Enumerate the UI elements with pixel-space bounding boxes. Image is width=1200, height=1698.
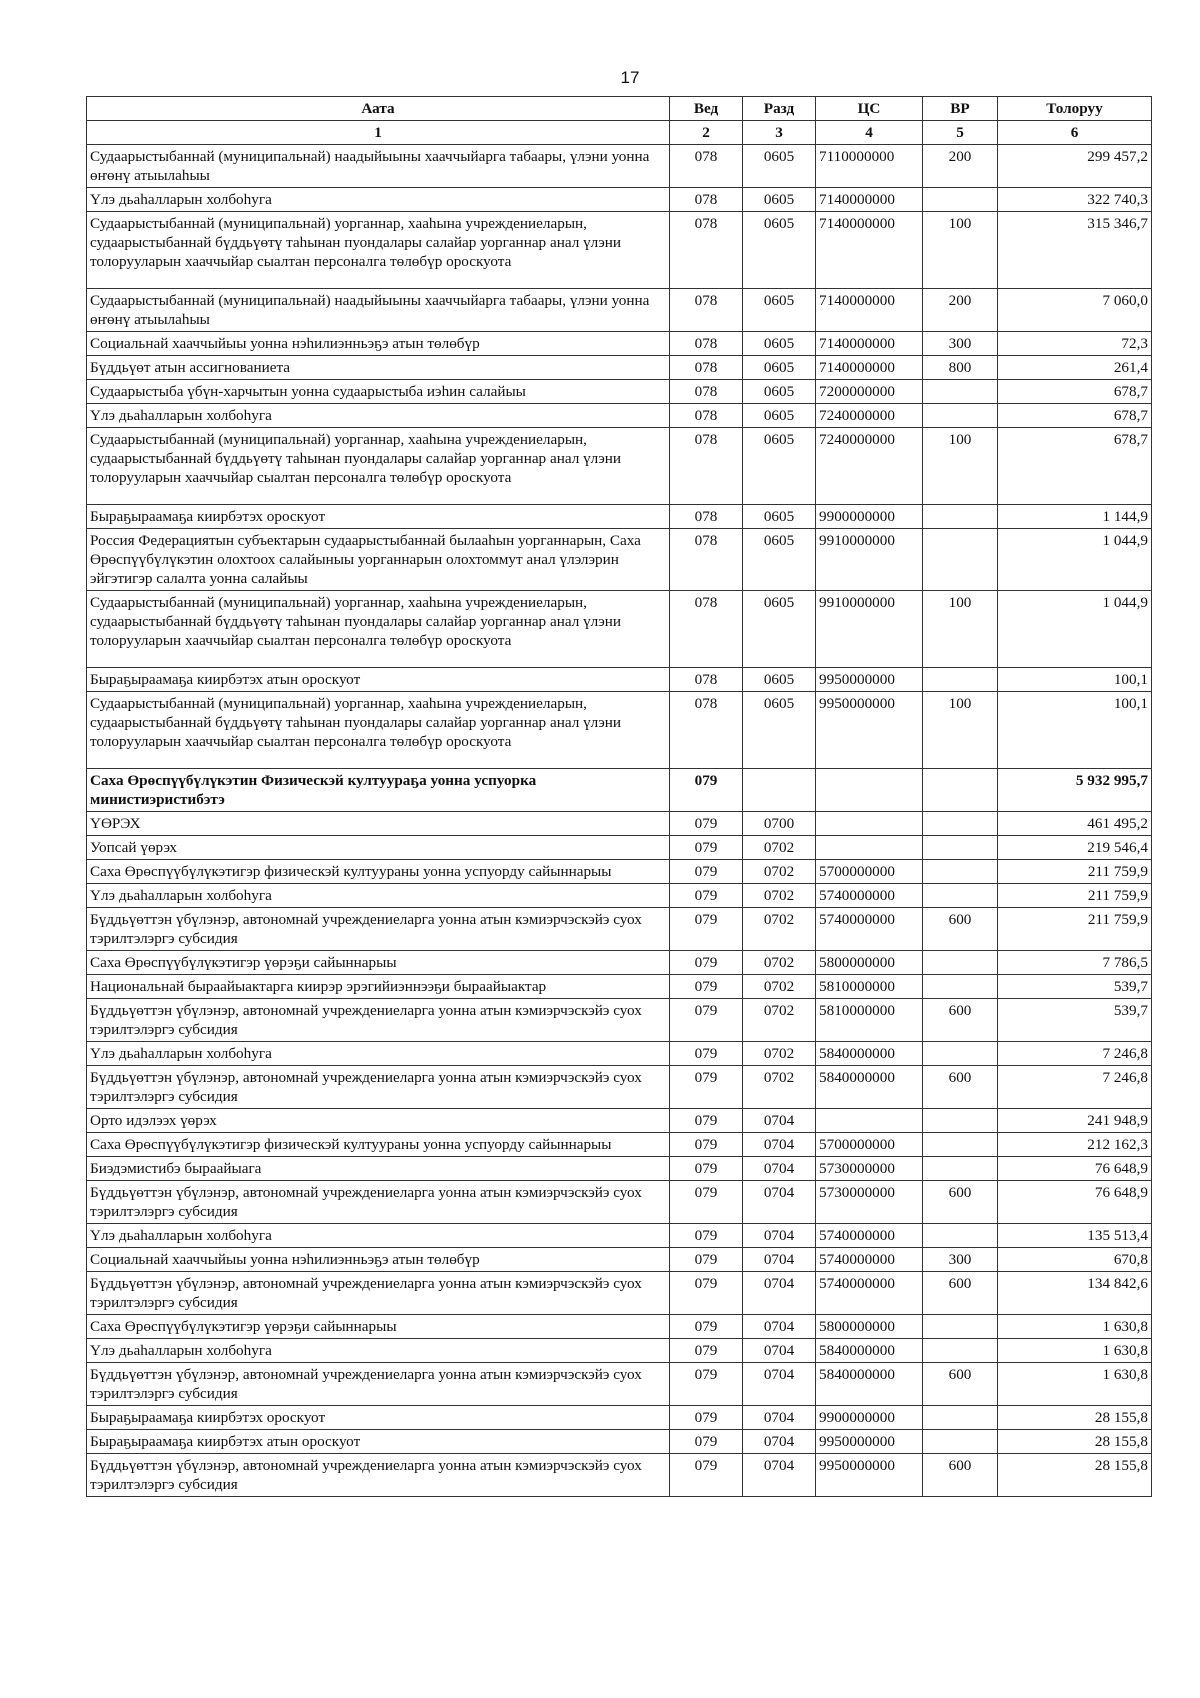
row-cs: 5740000000	[816, 884, 923, 908]
row-vr	[923, 1109, 998, 1133]
table-row	[87, 884, 1152, 908]
row-total: 315 346,7	[998, 212, 1152, 289]
row-razd: 0605	[743, 529, 816, 591]
row-vr: 300	[923, 332, 998, 356]
row-total: 461 495,2	[998, 812, 1152, 836]
row-cs: 5840000000	[816, 1042, 923, 1066]
table-row	[87, 1066, 1152, 1109]
row-total: 134 842,6	[998, 1272, 1152, 1315]
row-ved: 078	[670, 289, 743, 332]
row-ved: 078	[670, 145, 743, 188]
row-razd: 0702	[743, 951, 816, 975]
row-ved: 079	[670, 1339, 743, 1363]
row-name: Үлэ дьаһалларын холбоһуга	[87, 884, 670, 908]
row-razd: 0605	[743, 591, 816, 668]
table-row	[87, 1339, 1152, 1363]
row-vr: 600	[923, 908, 998, 951]
table-row	[87, 289, 1152, 332]
row-name: Саха Өрөспүүбүлүкэтигэр үөрэҕи сайыннарыы	[87, 1315, 670, 1339]
row-razd: 0704	[743, 1430, 816, 1454]
table-row	[87, 769, 1152, 812]
row-name: Бүддьүөттэн үбүлэнэр, автономнай учреждениеларга уонна атын кэмиэрчэскэйэ суох тэрилтэлэргэ субсидия	[87, 1181, 670, 1224]
row-razd: 0702	[743, 975, 816, 999]
table-row	[87, 1181, 1152, 1224]
row-vr	[923, 1339, 998, 1363]
row-name: Үлэ дьаһалларын холбоһуга	[87, 188, 670, 212]
row-ved: 079	[670, 812, 743, 836]
row-vr: 100	[923, 212, 998, 289]
row-name: Үлэ дьаһалларын холбоһуга	[87, 1339, 670, 1363]
column-number: 4	[816, 121, 923, 145]
row-total: 670,8	[998, 1248, 1152, 1272]
row-vr: 100	[923, 591, 998, 668]
table-row	[87, 1454, 1152, 1497]
row-ved: 079	[670, 975, 743, 999]
header-total: Толоруу	[998, 97, 1152, 121]
row-vr	[923, 951, 998, 975]
table-row	[87, 1315, 1152, 1339]
row-total: 7 246,8	[998, 1066, 1152, 1109]
row-name: Саха Өрөспүүбүлүкэтигэр физическэй култуураны уонна успуорду сайыннарыы	[87, 860, 670, 884]
row-vr	[923, 1133, 998, 1157]
row-vr	[923, 860, 998, 884]
row-razd: 0704	[743, 1181, 816, 1224]
row-vr: 200	[923, 145, 998, 188]
table-row	[87, 356, 1152, 380]
table-row	[87, 1363, 1152, 1406]
row-razd: 0700	[743, 812, 816, 836]
row-total: 212 162,3	[998, 1133, 1152, 1157]
row-cs: 9950000000	[816, 1430, 923, 1454]
row-ved: 079	[670, 836, 743, 860]
table-row	[87, 1430, 1152, 1454]
row-cs: 9900000000	[816, 505, 923, 529]
row-razd: 0702	[743, 908, 816, 951]
row-razd: 0702	[743, 1042, 816, 1066]
row-ved: 079	[670, 999, 743, 1042]
table-row	[87, 529, 1152, 591]
row-total: 539,7	[998, 999, 1152, 1042]
table-row	[87, 812, 1152, 836]
row-vr	[923, 1157, 998, 1181]
row-cs: 7240000000	[816, 404, 923, 428]
row-cs: 5810000000	[816, 999, 923, 1042]
row-vr	[923, 668, 998, 692]
row-ved: 079	[670, 860, 743, 884]
row-cs: 9900000000	[816, 1406, 923, 1430]
row-razd: 0704	[743, 1406, 816, 1430]
row-vr	[923, 836, 998, 860]
column-number: 5	[923, 121, 998, 145]
row-cs: 5740000000	[816, 1272, 923, 1315]
row-total: 1 044,9	[998, 591, 1152, 668]
row-total: 678,7	[998, 380, 1152, 404]
row-ved: 078	[670, 404, 743, 428]
row-name: Бүддьүөттэн үбүлэнэр, автономнай учреждениеларга уонна атын кэмиэрчэскэйэ суох тэрилтэлэргэ субсидия	[87, 1454, 670, 1497]
column-number-row	[87, 121, 1152, 145]
row-total: 678,7	[998, 428, 1152, 505]
row-razd: 0605	[743, 692, 816, 769]
table-row	[87, 1042, 1152, 1066]
row-name: Быраҕыраамаҕа киирбэтэх ороскуот	[87, 505, 670, 529]
row-ved: 079	[670, 908, 743, 951]
row-total: 1 144,9	[998, 505, 1152, 529]
row-name: Быраҕыраамаҕа киирбэтэх ороскуот	[87, 1406, 670, 1430]
row-name: Судаарыстыбаннай (муниципальнай) наадыйыыны хааччыйарга табаары, үлэни уонна өҥөнү атыылаһыы	[87, 145, 670, 188]
row-vr: 300	[923, 1248, 998, 1272]
row-razd: 0704	[743, 1109, 816, 1133]
table-row	[87, 951, 1152, 975]
row-name: Бүддьүөттэн үбүлэнэр, автономнай учреждениеларга уонна атын кэмиэрчэскэйэ суох тэрилтэлэргэ субсидия	[87, 1272, 670, 1315]
table-header-row	[87, 97, 1152, 121]
row-razd: 0702	[743, 884, 816, 908]
row-name: Судаарыстыбаннай (муниципальнай) уорганнар, хааһына учреждениеларын, судаарыстыбаннай бүддьүөтү таһынан пуондалары салайар уорганнар анал үлэни толорууларын хааччыйар сыалтан персоналга төлөбүр ороскуота	[87, 212, 670, 289]
row-name: Бүддьүөттэн үбүлэнэр, автономнай учреждениеларга уонна атын кэмиэрчэскэйэ суох тэрилтэлэргэ субсидия	[87, 908, 670, 951]
row-name: ҮӨРЭХ	[87, 812, 670, 836]
row-total: 211 759,9	[998, 884, 1152, 908]
row-vr	[923, 975, 998, 999]
row-total: 1 630,8	[998, 1315, 1152, 1339]
row-name: Быраҕыраамаҕа киирбэтэх атын ороскуот	[87, 668, 670, 692]
row-vr: 600	[923, 1181, 998, 1224]
row-total: 100,1	[998, 668, 1152, 692]
row-ved: 079	[670, 1248, 743, 1272]
row-vr: 600	[923, 1272, 998, 1315]
row-total: 678,7	[998, 404, 1152, 428]
table-row	[87, 505, 1152, 529]
row-cs: 5740000000	[816, 1248, 923, 1272]
page-number: 17	[620, 68, 640, 87]
row-ved: 079	[670, 1406, 743, 1430]
row-cs: 7140000000	[816, 332, 923, 356]
row-razd: 0704	[743, 1454, 816, 1497]
row-ved: 079	[670, 1042, 743, 1066]
row-razd: 0605	[743, 404, 816, 428]
table-row	[87, 1133, 1152, 1157]
table-row	[87, 1109, 1152, 1133]
table-row	[87, 836, 1152, 860]
row-cs	[816, 836, 923, 860]
row-razd: 0704	[743, 1248, 816, 1272]
row-cs: 5800000000	[816, 951, 923, 975]
row-cs: 7140000000	[816, 289, 923, 332]
row-cs: 9910000000	[816, 529, 923, 591]
row-razd: 0704	[743, 1133, 816, 1157]
row-total: 539,7	[998, 975, 1152, 999]
row-razd: 0605	[743, 428, 816, 505]
row-razd: 0704	[743, 1339, 816, 1363]
row-ved: 079	[670, 1430, 743, 1454]
row-vr	[923, 529, 998, 591]
row-vr	[923, 1042, 998, 1066]
row-name: Национальнай быраайыактарга киирэр эрэгийиэннээҕи быраайыактар	[87, 975, 670, 999]
row-total: 7 060,0	[998, 289, 1152, 332]
row-razd: 0704	[743, 1363, 816, 1406]
row-cs: 9910000000	[816, 591, 923, 668]
row-cs: 5730000000	[816, 1181, 923, 1224]
row-ved: 078	[670, 356, 743, 380]
row-total: 261,4	[998, 356, 1152, 380]
table-row	[87, 668, 1152, 692]
row-cs: 5730000000	[816, 1157, 923, 1181]
row-name: Бүддьүөттэн үбүлэнэр, автономнай учреждениеларга уонна атын кэмиэрчэскэйэ суох тэрилтэлэргэ субсидия	[87, 999, 670, 1042]
header-ved: Вед	[670, 97, 743, 121]
table-row	[87, 404, 1152, 428]
row-cs: 5740000000	[816, 908, 923, 951]
row-ved: 078	[670, 505, 743, 529]
row-ved: 079	[670, 1109, 743, 1133]
table-body	[87, 145, 1152, 1497]
column-number: 1	[87, 121, 670, 145]
row-total: 100,1	[998, 692, 1152, 769]
row-ved: 079	[670, 1315, 743, 1339]
row-total: 7 786,5	[998, 951, 1152, 975]
row-total: 299 457,2	[998, 145, 1152, 188]
row-name: Быраҕыраамаҕа киирбэтэх атын ороскуот	[87, 1430, 670, 1454]
row-razd: 0605	[743, 188, 816, 212]
row-ved: 079	[670, 1133, 743, 1157]
row-ved: 079	[670, 1363, 743, 1406]
row-total: 219 546,4	[998, 836, 1152, 860]
row-name: Россия Федерациятын субъектарын судаарыстыбаннай былааһын уорганнарын, Саха Өрөспүүбүлүкэтин олохтоох салайыныы уорганнарын олохтоммут анал үлэлэрин эйгэтигэр салалта уонна салайыы	[87, 529, 670, 591]
row-razd: 0704	[743, 1224, 816, 1248]
row-cs: 7110000000	[816, 145, 923, 188]
row-ved: 079	[670, 1181, 743, 1224]
row-name: Социальнай хааччыйыы уонна нэһилиэнньэҕэ атын төлөбүр	[87, 332, 670, 356]
row-razd: 0605	[743, 332, 816, 356]
row-razd: 0605	[743, 289, 816, 332]
table-row	[87, 975, 1152, 999]
row-total: 28 155,8	[998, 1406, 1152, 1430]
budget-table	[86, 96, 1152, 1497]
row-total: 1 044,9	[998, 529, 1152, 591]
row-total: 322 740,3	[998, 188, 1152, 212]
row-vr: 600	[923, 1454, 998, 1497]
row-vr: 600	[923, 999, 998, 1042]
row-name: Судаарыстыбаннай (муниципальнай) уорганнар, хааһына учреждениеларын, судаарыстыбаннай бүддьүөтү таһынан пуондалары салайар уорганнар анал үлэни толорууларын хааччыйар сыалтан персоналга төлөбүр ороскуота	[87, 692, 670, 769]
row-total: 211 759,9	[998, 908, 1152, 951]
row-name: Үлэ дьаһалларын холбоһуга	[87, 1224, 670, 1248]
row-name: Уопсай үөрэх	[87, 836, 670, 860]
table-row	[87, 332, 1152, 356]
table-row	[87, 380, 1152, 404]
row-vr	[923, 1224, 998, 1248]
row-razd: 0704	[743, 1315, 816, 1339]
row-razd: 0605	[743, 212, 816, 289]
row-razd: 0605	[743, 380, 816, 404]
row-cs: 7200000000	[816, 380, 923, 404]
row-name: Судаарыстыбаннай (муниципальнай) уорганнар, хааһына учреждениеларын, судаарыстыбаннай бүддьүөтү таһынан пуондалары салайар уорганнар анал үлэни толорууларын хааччыйар сыалтан персоналга төлөбүр ороскуота	[87, 428, 670, 505]
row-cs: 5840000000	[816, 1339, 923, 1363]
row-ved: 078	[670, 188, 743, 212]
header-name: Аата	[87, 97, 670, 121]
row-ved: 078	[670, 668, 743, 692]
row-name: Судаарыстыба үбүн-харчытын уонна судаарыстыба иэһин салайыы	[87, 380, 670, 404]
row-vr	[923, 188, 998, 212]
row-cs: 9950000000	[816, 668, 923, 692]
row-ved: 079	[670, 769, 743, 812]
row-vr	[923, 884, 998, 908]
row-cs	[816, 1109, 923, 1133]
row-ved: 079	[670, 1454, 743, 1497]
row-total: 1 630,8	[998, 1339, 1152, 1363]
table-row	[87, 692, 1152, 769]
row-vr	[923, 380, 998, 404]
row-ved: 078	[670, 428, 743, 505]
row-name: Үлэ дьаһалларын холбоһуга	[87, 404, 670, 428]
row-razd: 0704	[743, 1157, 816, 1181]
row-total: 28 155,8	[998, 1454, 1152, 1497]
row-total: 135 513,4	[998, 1224, 1152, 1248]
row-name: Орто идэлээх үөрэх	[87, 1109, 670, 1133]
column-number: 6	[998, 121, 1152, 145]
row-total: 72,3	[998, 332, 1152, 356]
table-row	[87, 428, 1152, 505]
row-razd: 0605	[743, 356, 816, 380]
row-name: Биэдэмистибэ быраайыага	[87, 1157, 670, 1181]
row-total: 211 759,9	[998, 860, 1152, 884]
row-vr	[923, 1406, 998, 1430]
table-row	[87, 591, 1152, 668]
row-vr: 100	[923, 428, 998, 505]
table-row	[87, 860, 1152, 884]
row-razd: 0702	[743, 836, 816, 860]
row-razd: 0605	[743, 145, 816, 188]
row-cs: 9950000000	[816, 692, 923, 769]
row-name: Саха Өрөспүүбүлүкэтигэр үөрэҕи сайыннарыы	[87, 951, 670, 975]
column-number: 3	[743, 121, 816, 145]
header-cs: ЦС	[816, 97, 923, 121]
table-row	[87, 1406, 1152, 1430]
row-cs: 5700000000	[816, 860, 923, 884]
row-total: 1 630,8	[998, 1363, 1152, 1406]
row-cs	[816, 812, 923, 836]
row-cs	[816, 769, 923, 812]
row-name: Бүддьүөттэн үбүлэнэр, автономнай учреждениеларга уонна атын кэмиэрчэскэйэ суох тэрилтэлэргэ субсидия	[87, 1066, 670, 1109]
row-vr	[923, 769, 998, 812]
row-vr	[923, 1315, 998, 1339]
row-cs: 5800000000	[816, 1315, 923, 1339]
row-cs: 5840000000	[816, 1363, 923, 1406]
row-cs: 5840000000	[816, 1066, 923, 1109]
table-row	[87, 1157, 1152, 1181]
row-cs: 7140000000	[816, 356, 923, 380]
row-razd: 0605	[743, 505, 816, 529]
row-razd: 0702	[743, 1066, 816, 1109]
column-number: 2	[670, 121, 743, 145]
row-razd	[743, 769, 816, 812]
row-cs: 9950000000	[816, 1454, 923, 1497]
row-cs: 5810000000	[816, 975, 923, 999]
table-row	[87, 1248, 1152, 1272]
row-ved: 079	[670, 951, 743, 975]
row-vr	[923, 1430, 998, 1454]
row-vr: 600	[923, 1066, 998, 1109]
header-vr: ВР	[923, 97, 998, 121]
row-ved: 078	[670, 212, 743, 289]
table-row	[87, 1272, 1152, 1315]
header-razd: Разд	[743, 97, 816, 121]
row-total: 76 648,9	[998, 1157, 1152, 1181]
row-ved: 079	[670, 1157, 743, 1181]
row-ved: 079	[670, 884, 743, 908]
row-name: Саха Өрөспүүбүлүкэтигэр физическэй култуураны уонна успуорду сайыннарыы	[87, 1133, 670, 1157]
row-ved: 078	[670, 380, 743, 404]
row-vr: 100	[923, 692, 998, 769]
row-name: Социальнай хааччыйыы уонна нэһилиэнньэҕэ атын төлөбүр	[87, 1248, 670, 1272]
table-row	[87, 1224, 1152, 1248]
table-row	[87, 908, 1152, 951]
table-row	[87, 145, 1152, 188]
row-name: Судаарыстыбаннай (муниципальнай) наадыйыыны хааччыйарга табаары, үлэни уонна өҥөнү атыылаһыы	[87, 289, 670, 332]
row-total: 76 648,9	[998, 1181, 1152, 1224]
row-name: Судаарыстыбаннай (муниципальнай) уорганнар, хааһына учреждениеларын, судаарыстыбаннай бүддьүөтү таһынан пуондалары салайар уорганнар анал үлэни толорууларын хааччыйар сыалтан персоналга төлөбүр ороскуота	[87, 591, 670, 668]
row-razd: 0702	[743, 860, 816, 884]
row-razd: 0704	[743, 1272, 816, 1315]
row-total: 5 932 995,7	[998, 769, 1152, 812]
row-vr: 200	[923, 289, 998, 332]
row-name: Бүддьүөт атын ассигнованиета	[87, 356, 670, 380]
row-vr	[923, 404, 998, 428]
row-ved: 079	[670, 1224, 743, 1248]
row-vr: 600	[923, 1363, 998, 1406]
row-ved: 078	[670, 332, 743, 356]
row-ved: 078	[670, 591, 743, 668]
row-name: Үлэ дьаһалларын холбоһуга	[87, 1042, 670, 1066]
row-cs: 5700000000	[816, 1133, 923, 1157]
row-ved: 079	[670, 1272, 743, 1315]
row-total: 28 155,8	[998, 1430, 1152, 1454]
table-row	[87, 188, 1152, 212]
row-cs: 7140000000	[816, 212, 923, 289]
row-vr	[923, 505, 998, 529]
row-razd: 0605	[743, 668, 816, 692]
row-ved: 078	[670, 692, 743, 769]
row-vr	[923, 812, 998, 836]
row-cs: 7240000000	[816, 428, 923, 505]
row-vr: 800	[923, 356, 998, 380]
row-name: Бүддьүөттэн үбүлэнэр, автономнай учреждениеларга уонна атын кэмиэрчэскэйэ суох тэрилтэлэргэ субсидия	[87, 1363, 670, 1406]
table-row	[87, 212, 1152, 289]
row-ved: 079	[670, 1066, 743, 1109]
row-ved: 078	[670, 529, 743, 591]
row-cs: 5740000000	[816, 1224, 923, 1248]
row-total: 241 948,9	[998, 1109, 1152, 1133]
row-cs: 7140000000	[816, 188, 923, 212]
table-row	[87, 999, 1152, 1042]
row-name: Саха Өрөспүүбүлүкэтин Физическэй култуураҕа уонна успуорка министиэристибэтэ	[87, 769, 670, 812]
row-razd: 0702	[743, 999, 816, 1042]
row-total: 7 246,8	[998, 1042, 1152, 1066]
